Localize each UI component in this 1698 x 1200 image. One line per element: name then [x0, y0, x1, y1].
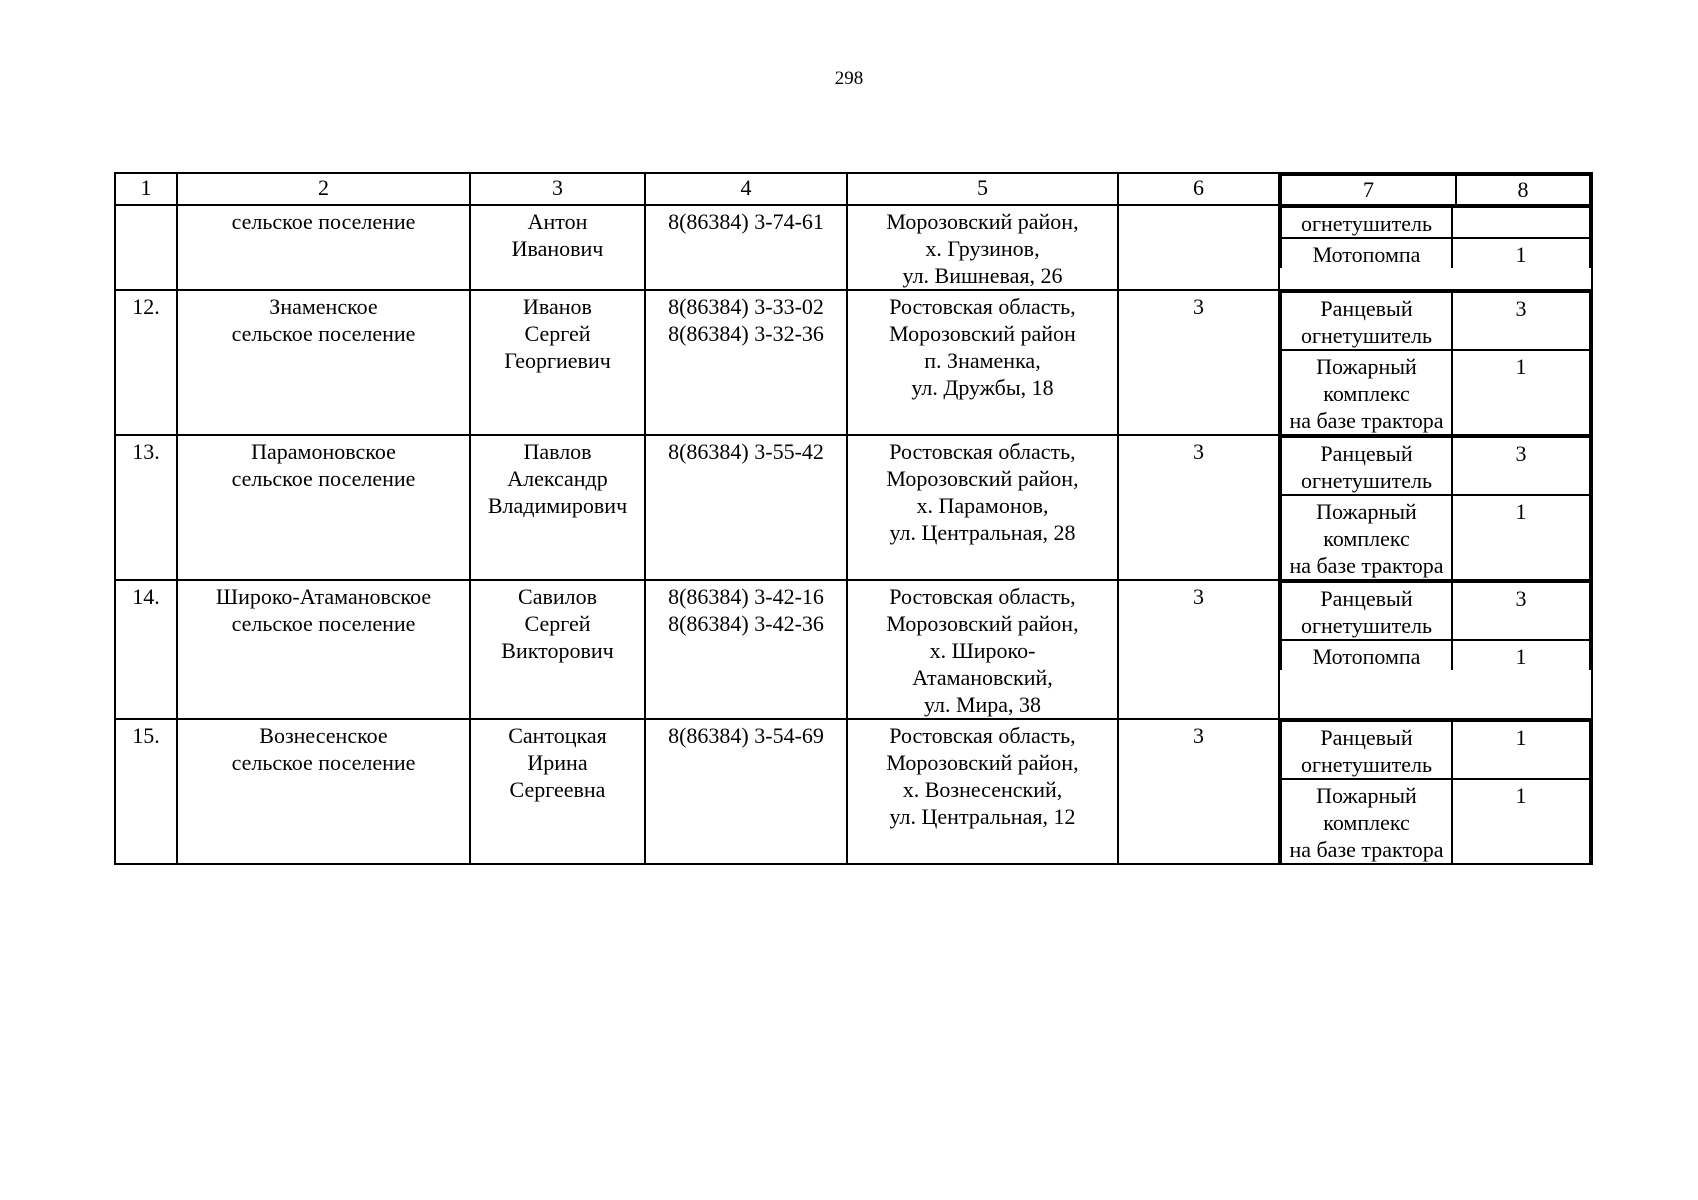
equipment-name: огнетушитель: [1281, 207, 1452, 238]
equipment-cell: [1279, 290, 1592, 435]
table-row: [115, 580, 1592, 719]
phone-numbers: 8(86384) 3-42-16 8(86384) 3-42-36: [645, 580, 847, 719]
equipment-qty: 1: [1452, 721, 1590, 779]
equipment-cell: [1279, 205, 1592, 290]
settlement-name: Широко-Атамановское сельское поселение: [177, 580, 470, 719]
table-row: [115, 290, 1592, 435]
address: Ростовская область, Морозовский район, х. Широко- Атамановский, ул. Мира, 38: [847, 580, 1118, 719]
settlement-name: Парамоновское сельское поселение: [177, 435, 470, 580]
table-row: [115, 205, 1592, 290]
equipment-cell: [1279, 435, 1592, 580]
column-number: 5: [847, 173, 1118, 205]
head-name: Савилов Сергей Викторович: [470, 580, 645, 719]
address: Ростовская область, Морозовский район п. Знаменка, ул. Дружбы, 18: [847, 290, 1118, 435]
equipment-qty: 1: [1452, 495, 1590, 579]
equipment-header-cell: [1279, 173, 1592, 205]
equipment-name: Мотопомпа: [1281, 640, 1452, 670]
equipment-name: Пожарный комплекс на базе трактора: [1281, 495, 1452, 579]
page-number: 298: [834, 68, 864, 89]
equipment-qty: 3: [1452, 582, 1590, 640]
equipment-qty: 1: [1452, 350, 1590, 434]
equipment-name: Пожарный комплекс на базе трактора: [1281, 779, 1452, 863]
table-row: [115, 719, 1592, 864]
equipment-qty: [1452, 207, 1590, 238]
row-number: [115, 205, 177, 290]
equipment-name: Ранцевый огнетушитель: [1281, 582, 1452, 640]
equipment-qty: 3: [1452, 292, 1590, 350]
column-number: 6: [1118, 173, 1279, 205]
settlement-name: сельское поселение: [177, 205, 470, 290]
column-number: 1: [115, 173, 177, 205]
phone-numbers: 8(86384) 3-74-61: [645, 205, 847, 290]
address: Ростовская область, Морозовский район, х. Парамонов, ул. Центральная, 28: [847, 435, 1118, 580]
column-number: 2: [177, 173, 470, 205]
equipment-qty: 1: [1452, 779, 1590, 863]
head-name: Сантоцкая Ирина Сергеевна: [470, 719, 645, 864]
head-name: Антон Иванович: [470, 205, 645, 290]
row-number: 14.: [115, 580, 177, 719]
row-number: 13.: [115, 435, 177, 580]
phone-numbers: 8(86384) 3-54-69: [645, 719, 847, 864]
head-name: Иванов Сергей Георгиевич: [470, 290, 645, 435]
phone-numbers: 8(86384) 3-55-42: [645, 435, 847, 580]
column-number: 3: [470, 173, 645, 205]
address: Морозовский район, х. Грузинов, ул. Вишневая, 26: [847, 205, 1118, 290]
table-row: [115, 435, 1592, 580]
equipment-name: Пожарный комплекс на базе трактора: [1281, 350, 1452, 434]
head-name: Павлов Александр Владимирович: [470, 435, 645, 580]
settlements-table: [114, 172, 1593, 865]
column-number: 4: [645, 173, 847, 205]
settlement-name: Вознесенское сельское поселение: [177, 719, 470, 864]
column-6-value: 3: [1118, 719, 1279, 864]
equipment-name: Ранцевый огнетушитель: [1281, 437, 1452, 495]
row-number: 15.: [115, 719, 177, 864]
phone-numbers: 8(86384) 3-33-02 8(86384) 3-32-36: [645, 290, 847, 435]
equipment-qty: 3: [1452, 437, 1590, 495]
equipment-name: Ранцевый огнетушитель: [1281, 292, 1452, 350]
column-number-row: [115, 173, 1592, 205]
column-number: 7: [1281, 175, 1456, 204]
equipment-cell: [1279, 719, 1592, 864]
settlement-name: Знаменское сельское поселение: [177, 290, 470, 435]
equipment-qty: 1: [1452, 640, 1590, 670]
column-number: 8: [1456, 175, 1590, 204]
equipment-name: Ранцевый огнетушитель: [1281, 721, 1452, 779]
equipment-qty: 1: [1452, 238, 1590, 268]
row-number: 12.: [115, 290, 177, 435]
equipment-cell: [1279, 580, 1592, 719]
column-6-value: 3: [1118, 580, 1279, 719]
equipment-name: Мотопомпа: [1281, 238, 1452, 268]
column-6-value: 3: [1118, 290, 1279, 435]
address: Ростовская область, Морозовский район, х. Вознесенский, ул. Центральная, 12: [847, 719, 1118, 864]
column-6-value: 3: [1118, 435, 1279, 580]
column-6-value: [1118, 205, 1279, 290]
